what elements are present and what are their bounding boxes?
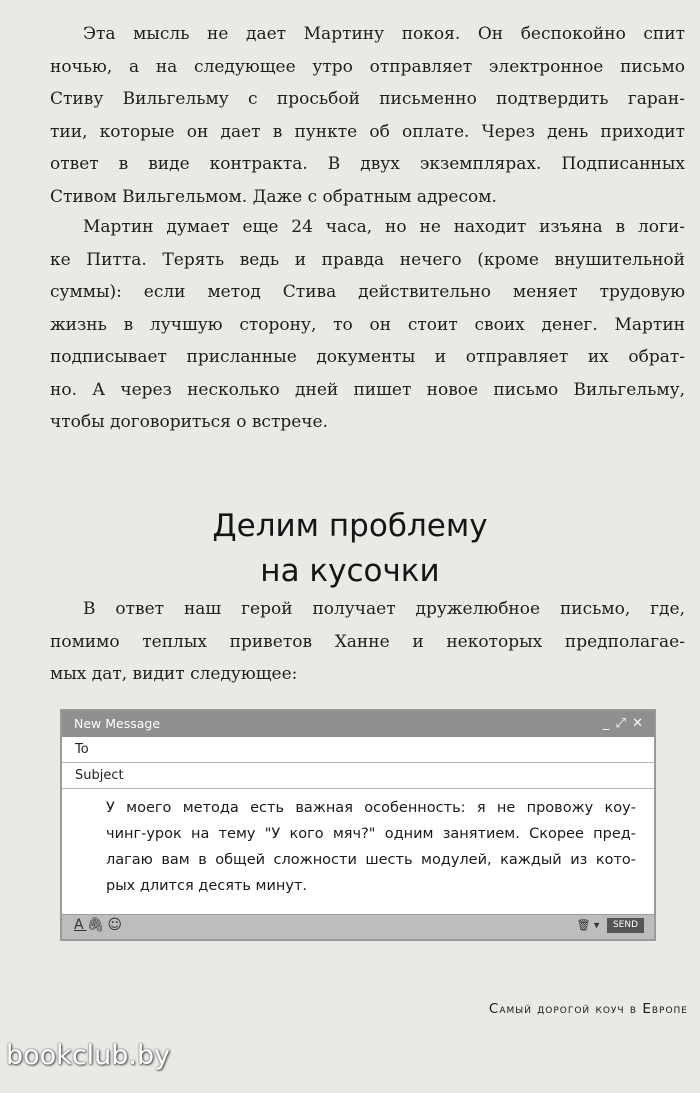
attach-icon[interactable]: 🖇 bbox=[86, 917, 108, 933]
window-controls bbox=[603, 711, 644, 737]
text-line: ответ в виде контракта. В двух экземплярах. Подписанных bbox=[50, 154, 685, 174]
email-body[interactable] bbox=[62, 789, 654, 914]
email-title-bar bbox=[62, 711, 654, 737]
paragraph-3 bbox=[50, 593, 685, 691]
text-line: подписывает присланные документы и отправляет их обрат- bbox=[50, 347, 685, 367]
subject-field[interactable] bbox=[62, 763, 654, 789]
text-line: Стиву Вильгельму с просьбой письменно подтвердить гаран- bbox=[50, 89, 685, 109]
close-icon[interactable]: ✕ bbox=[632, 716, 644, 731]
email-title: New Message bbox=[74, 716, 161, 731]
emoji-icon[interactable]: ☺ bbox=[107, 917, 125, 933]
text-format-icon[interactable]: A bbox=[74, 917, 87, 933]
text-line: суммы): если метод Стива действительно меняет трудовую bbox=[50, 282, 685, 302]
email-body-line: рых длится десять минут. bbox=[106, 878, 308, 894]
text-line: Эта мысль не дает Мартину покоя. Он беспокойно спит bbox=[83, 24, 685, 44]
watermark: bookclub.by bbox=[6, 1040, 171, 1071]
expand-icon[interactable]: ⤢ bbox=[615, 716, 627, 731]
send-button[interactable]: SEND bbox=[607, 918, 644, 933]
text-line: мых дат, видит следующее: bbox=[50, 664, 298, 684]
heading-line-2: на кусочки bbox=[260, 552, 440, 589]
text-line: ночью, а на следующее утро отправляет электронное письмо bbox=[50, 56, 685, 77]
minimize-icon[interactable]: _ bbox=[602, 716, 611, 731]
text-line: жизнь в лучшую сторону, то он стоит своих денег. Мартин bbox=[50, 314, 685, 335]
paragraph-2 bbox=[50, 211, 685, 439]
text-line: но. А через несколько дней пишет новое письмо Вильгельму, bbox=[50, 379, 685, 400]
email-illustration bbox=[60, 709, 656, 941]
email-body-line: чинг-урок на тему "У кого мяч?" одним занятием. Скорее пред- bbox=[106, 826, 636, 842]
dropdown-icon[interactable]: ▾ bbox=[593, 918, 600, 932]
format-tools bbox=[74, 917, 125, 933]
text-line: Стивом Вильгельмом. Даже с обратным адресом. bbox=[50, 186, 497, 207]
text-line: В ответ наш герой получает дружелюбное письмо, где, bbox=[83, 599, 685, 619]
trash-icon[interactable]: 🗑 bbox=[576, 918, 591, 932]
subject-label: Subject bbox=[75, 768, 124, 783]
to-field[interactable] bbox=[62, 737, 654, 763]
send-tools bbox=[576, 918, 644, 933]
text-line: Мартин думает еще 24 часа, но не находит изъяна в логи- bbox=[83, 217, 685, 237]
text-line: чтобы договориться о встрече. bbox=[50, 412, 329, 432]
running-title: Самый дорогой коуч в Европе bbox=[488, 1001, 688, 1017]
text-line: тии, которые он дает в пункте об оплате. Через день приходит bbox=[50, 121, 685, 142]
paragraph-1 bbox=[50, 18, 685, 213]
text-line: ке Питта. Терять ведь и правда нечего (кроме внушительной bbox=[50, 249, 685, 270]
email-body-line: лагаю вам в общей сложности шесть модулей, каждый из кото- bbox=[106, 852, 636, 868]
text-line: помимо теплых приветов Ханне и некоторых предполагае- bbox=[50, 631, 685, 652]
email-body-line: У моего метода есть важная особенность: я не провожу коу- bbox=[106, 800, 636, 816]
heading-line-1: Делим проблему bbox=[212, 507, 488, 544]
section-heading bbox=[0, 504, 700, 594]
email-toolbar bbox=[62, 914, 654, 939]
to-label: To bbox=[75, 742, 89, 757]
